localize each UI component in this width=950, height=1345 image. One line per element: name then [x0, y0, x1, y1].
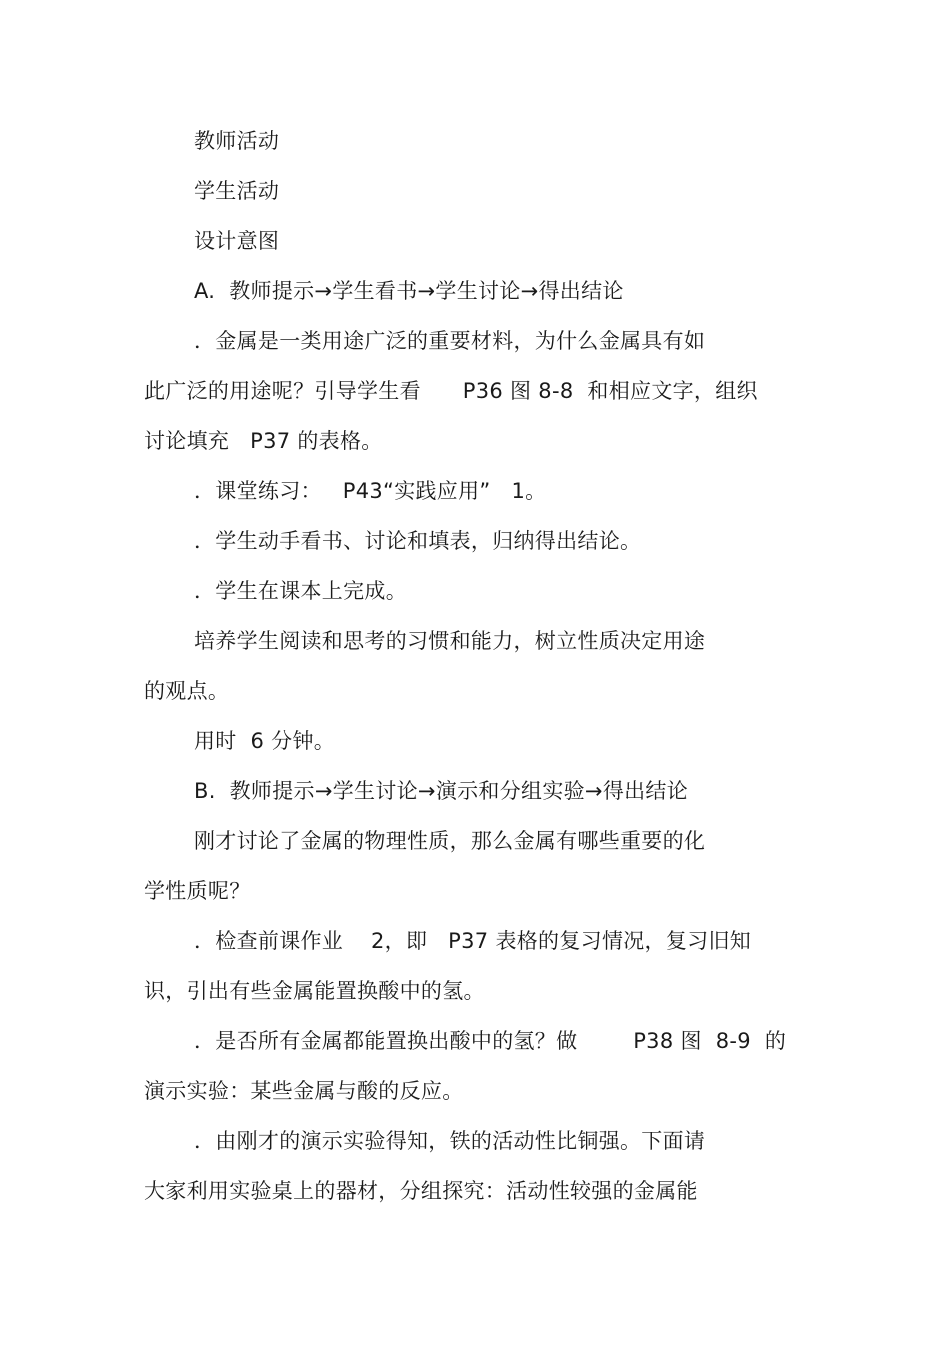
time-note: 用时 6 分钟。 [194, 729, 336, 753]
paragraph-line: 讨论填充 P37 的表格。 [144, 429, 383, 453]
section-a-flow: A. 教师提示→学生看书→学生讨论→得出结论 [194, 279, 624, 303]
section-b-flow: B. 教师提示→学生讨论→演示和分组实验→得出结论 [194, 779, 689, 803]
heading-student-activity: 学生活动 [194, 179, 280, 203]
paragraph-line: 学性质呢？ [144, 879, 251, 903]
paragraph-line: ．金属是一类用途广泛的重要材料，为什么金属具有如 [194, 329, 706, 353]
paragraph-line: 识，引出有些金属能置换酸中的氢。 [144, 979, 485, 1003]
paragraph-line: ．课堂练习： P43“实践应用” 1。 [194, 479, 547, 503]
paragraph-line: 此广泛的用途呢？引导学生看 P36 图 8-8 和相应文字，组织 [144, 379, 758, 403]
paragraph-line: ．是否所有金属都能置换出酸中的氢？做 P38 图 8-9 的 [194, 1029, 787, 1053]
paragraph-line: ．由刚才的演示实验得知，铁的活动性比铜强。下面请 [194, 1129, 706, 1153]
paragraph-line: 的观点。 [144, 679, 230, 703]
paragraph-line: 培养学生阅读和思考的习惯和能力，树立性质决定用途 [194, 629, 706, 653]
heading-teacher-activity: 教师活动 [194, 129, 280, 153]
paragraph-line: ．学生在课本上完成。 [194, 579, 407, 603]
paragraph-line: 刚才讨论了金属的物理性质，那么金属有哪些重要的化 [194, 829, 706, 853]
paragraph-line: 大家利用实验桌上的器材，分组探究：活动性较强的金属能 [144, 1179, 698, 1203]
paragraph-line: ．学生动手看书、讨论和填表，归纳得出结论。 [194, 529, 642, 553]
heading-design-intent: 设计意图 [194, 229, 280, 253]
paragraph-line: 演示实验：某些金属与酸的反应。 [144, 1079, 464, 1103]
paragraph-line: ．检查前课作业 2，即 P37 表格的复习情况，复习旧知 [194, 929, 752, 953]
